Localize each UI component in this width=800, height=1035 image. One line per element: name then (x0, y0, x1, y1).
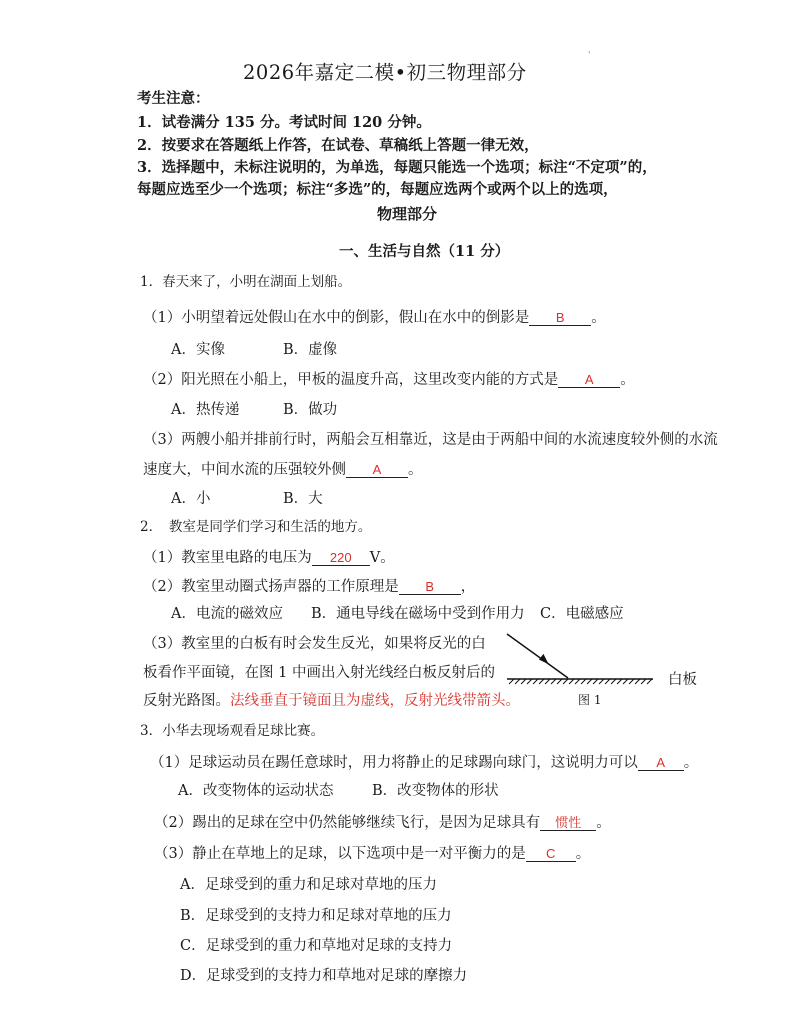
q2-sub2-option-b: B．通电导线在磁场中受到作用力 (311, 606, 525, 622)
incident-ray (507, 634, 568, 678)
q3-sub3-option-a: A．足球受到的重力和足球对草地的压力 (180, 877, 437, 893)
q2-sub3-answer-note: 法线垂直于镜面且为虚线，反射光线带箭头。 (230, 693, 520, 709)
q1-sub2-text: （2）阳光照在小船上，甲板的温度升高，这里改变内能的方式是 A 。 (143, 372, 635, 388)
q1-sub2-option-a: A．热传递 (171, 402, 240, 418)
notice-item: 1．试卷满分 135 分。考试时间 120 分钟。 (137, 114, 431, 131)
q2-sub2-option-c: C．电磁感应 (540, 606, 624, 622)
q2-sub3-line3: 反射光路图。法线垂直于镜面且为虚线，反射光线带箭头。 (143, 693, 520, 709)
notice-item: 3．选择题中，未标注说明的，为单选，每题只能选一个选项；标注“不定项”的， (137, 159, 657, 176)
page-title: 2026年嘉定二模•初三物理部分 (243, 61, 527, 84)
question-1-stem: 1．春天来了，小明在湖面上划船。 (140, 274, 352, 290)
q2-sub1-answer: 220 (312, 550, 370, 566)
figure-1-caption: 图 1 (578, 693, 602, 707)
q3-sub2-answer: 惯性 (540, 815, 596, 831)
q3-sub3-option-d: D．足球受到的支持力和草地对足球的摩擦力 (180, 968, 468, 984)
section-title: 物理部分 (377, 205, 438, 223)
q3-sub3-option-b: B．足球受到的支持力和足球对草地的压力 (180, 908, 452, 924)
notice-heading: 考生注意： (137, 90, 210, 107)
q2-sub2-answer: B (399, 579, 461, 595)
q3-sub1-answer: A (638, 755, 684, 771)
q1-sub1-option-b: B．虚像 (283, 342, 338, 358)
incident-ray-arrowhead (539, 654, 550, 665)
q1-sub3-answer: A (346, 462, 408, 478)
q1-sub3-option-a: A．小 (171, 491, 211, 507)
scan-mark: ' (588, 51, 591, 61)
q1-sub2-answer: A (558, 372, 620, 388)
q3-sub1-option-b: B．改变物体的形状 (372, 783, 499, 799)
q2-sub2-option-a: A．电流的磁效应 (171, 606, 283, 622)
q1-sub1-text: （1）小明望着远处假山在水中的倒影，假山在水中的倒影是 B 。 (143, 310, 606, 326)
question-2-stem: 2． 教室是同学们学习和生活的地方。 (140, 519, 372, 535)
part-title: 一、生活与自然（11 分） (339, 243, 510, 260)
q2-sub3-line2: 板看作平面镜，在图 1 中画出入射光线经白板反射后的 (143, 665, 495, 681)
q3-sub1-option-a: A．改变物体的运动状态 (178, 783, 334, 799)
q3-sub3-option-c: C．足球受到的重力和草地对足球的支持力 (180, 938, 453, 954)
notice-item: 每题应选至少一个选项；标注“多选”的，每题应选两个或两个以上的选项， (137, 181, 618, 198)
q1-sub3-line1: （3）两艘小船并排前行时，两船会互相靠近，这是由于两船中间的水流速度较外侧的水流 (143, 432, 718, 448)
figure-1-label-whiteboard: 白板 (668, 672, 697, 688)
q1-sub1-option-a: A．实像 (171, 342, 225, 358)
q2-sub1-text: （1）教室里电路的电压为 220 V。 (143, 550, 395, 566)
q3-sub2-text: （2）踢出的足球在空中仍然能够继续飞行，是因为足球具有 惯性 。 (154, 815, 611, 831)
q1-sub3-option-b: B．大 (283, 491, 323, 507)
q2-sub2-text: （2）教室里动圈式扬声器的工作原理是 B ， (143, 579, 476, 595)
q3-sub1-text: （1）足球运动员在踢任意球时，用力将静止的足球踢向球门，这说明力可以 A 。 (150, 755, 699, 771)
q1-sub2-option-b: B．做功 (283, 402, 338, 418)
q1-sub1-answer: B (529, 310, 591, 326)
q1-sub3-line2: 速度大，中间水流的压强较外侧 A 。 (143, 462, 423, 478)
question-3-stem: 3．小华去现场观看足球比赛。 (140, 723, 325, 739)
notice-item: 2．按要求在答题纸上作答，在试卷、草稿纸上答题一律无效， (137, 137, 539, 154)
q3-sub3-answer: C (526, 846, 576, 862)
q3-sub3-text: （3）静止在草地上的足球，以下选项中是一对平衡力的是 C 。 (154, 846, 591, 862)
q2-sub3-line1: （3）教室里的白板有时会发生反光，如果将反光的白 (143, 636, 486, 652)
